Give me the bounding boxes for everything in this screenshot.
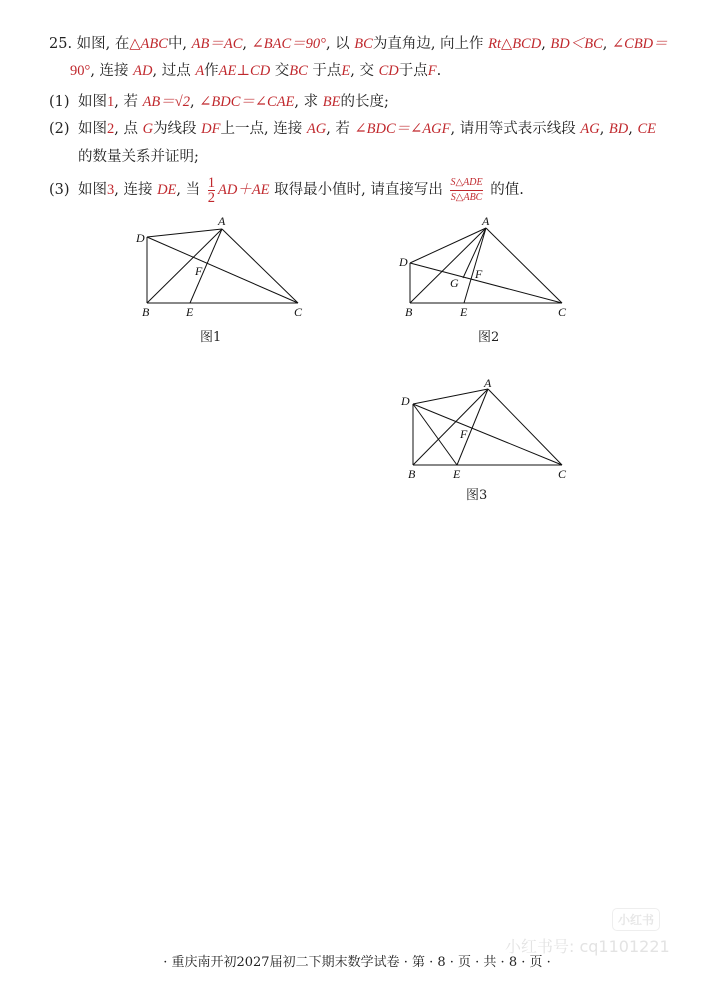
label-a: A [484, 376, 492, 390]
label-b: B [142, 305, 150, 319]
figure-2 [393, 212, 583, 322]
label-f: F [475, 267, 483, 281]
page-footer: · 重庆南开初2027届初二下期末数学试卷 · 第 · 8 · 页 · 共 · 8 · 页 · [163, 955, 551, 970]
label-g: G [450, 276, 459, 290]
problem-line-2: 90°, 连接 AD, 过点 A作AE⊥CD 交BC 于点E, 交 CD于点F. [70, 63, 442, 79]
label-e: E [453, 467, 461, 481]
label-c: C [558, 305, 567, 319]
segment-ab [413, 389, 488, 465]
label-d: D [401, 394, 410, 408]
part-2-number: (2) [49, 121, 70, 137]
area-ratio-fraction: $\frac{\text{S△ADE}}{\text{S△ABC}}$ [450, 176, 483, 203]
part-3-number: (3) [49, 182, 70, 198]
label-e: E [186, 305, 194, 319]
label-e: E [460, 305, 468, 319]
segment-ad [410, 228, 486, 263]
fraction-one-half: $\frac{1}{2}$ [207, 174, 215, 206]
figure-1-caption: 图1 [200, 330, 222, 345]
segment-ad [147, 229, 222, 237]
label-b: B [408, 467, 416, 481]
label-f: F [195, 264, 203, 278]
label-f: F [460, 427, 468, 441]
segment-dc [410, 263, 562, 303]
watermark-logo: 小红书 [612, 908, 660, 931]
label-b: B [405, 305, 413, 319]
label-d: D [399, 255, 408, 269]
segment-ac [486, 228, 562, 303]
part-2-text: 如图2, 点 G为线段 DF上一点, 连接 AG, 若 ∠BDC＝∠AGF, 请用等式表示线段 AG, BD, CE [78, 121, 656, 137]
part-3-text: 如图3, 连接 DE, 当 $\frac{1}{2}$ AD＋AE 取得最小值时, 请直接写出 $\frac{\text{S△ADE}}{\text{S△ABC}}$ 的值. [78, 174, 524, 206]
problem-number: 25. [49, 36, 73, 52]
figure-1 [130, 212, 320, 322]
label-a: A [482, 214, 490, 228]
segment-dc [147, 237, 298, 303]
segment-ab [147, 229, 222, 303]
segment-ad [413, 389, 488, 404]
label-a: A [218, 214, 226, 228]
label-c: C [294, 305, 303, 319]
figure-3 [393, 374, 583, 484]
figure-3-caption: 图3 [466, 488, 488, 503]
segment-ac [222, 229, 298, 303]
segment-ac [488, 389, 562, 465]
part-2-text-line-2: 的数量关系并证明; [78, 149, 199, 165]
figure-2-caption: 图2 [478, 330, 500, 345]
part-1-text: 如图1, 若 AB＝√2, ∠BDC＝∠CAE, 求 BE的长度; [78, 94, 389, 110]
watermark-text: 小红书号: cq1101221 [505, 937, 670, 956]
problem-line-1: 25. 如图, 在△ABC中, AB＝AC, ∠BAC＝90°, 以 BC为直角边, 向上作 Rt△BCD, BD＜BC, ∠CBD＝ [49, 36, 668, 52]
part-1-number: (1) [49, 94, 70, 110]
label-c: C [558, 467, 567, 481]
label-d: D [136, 231, 145, 245]
